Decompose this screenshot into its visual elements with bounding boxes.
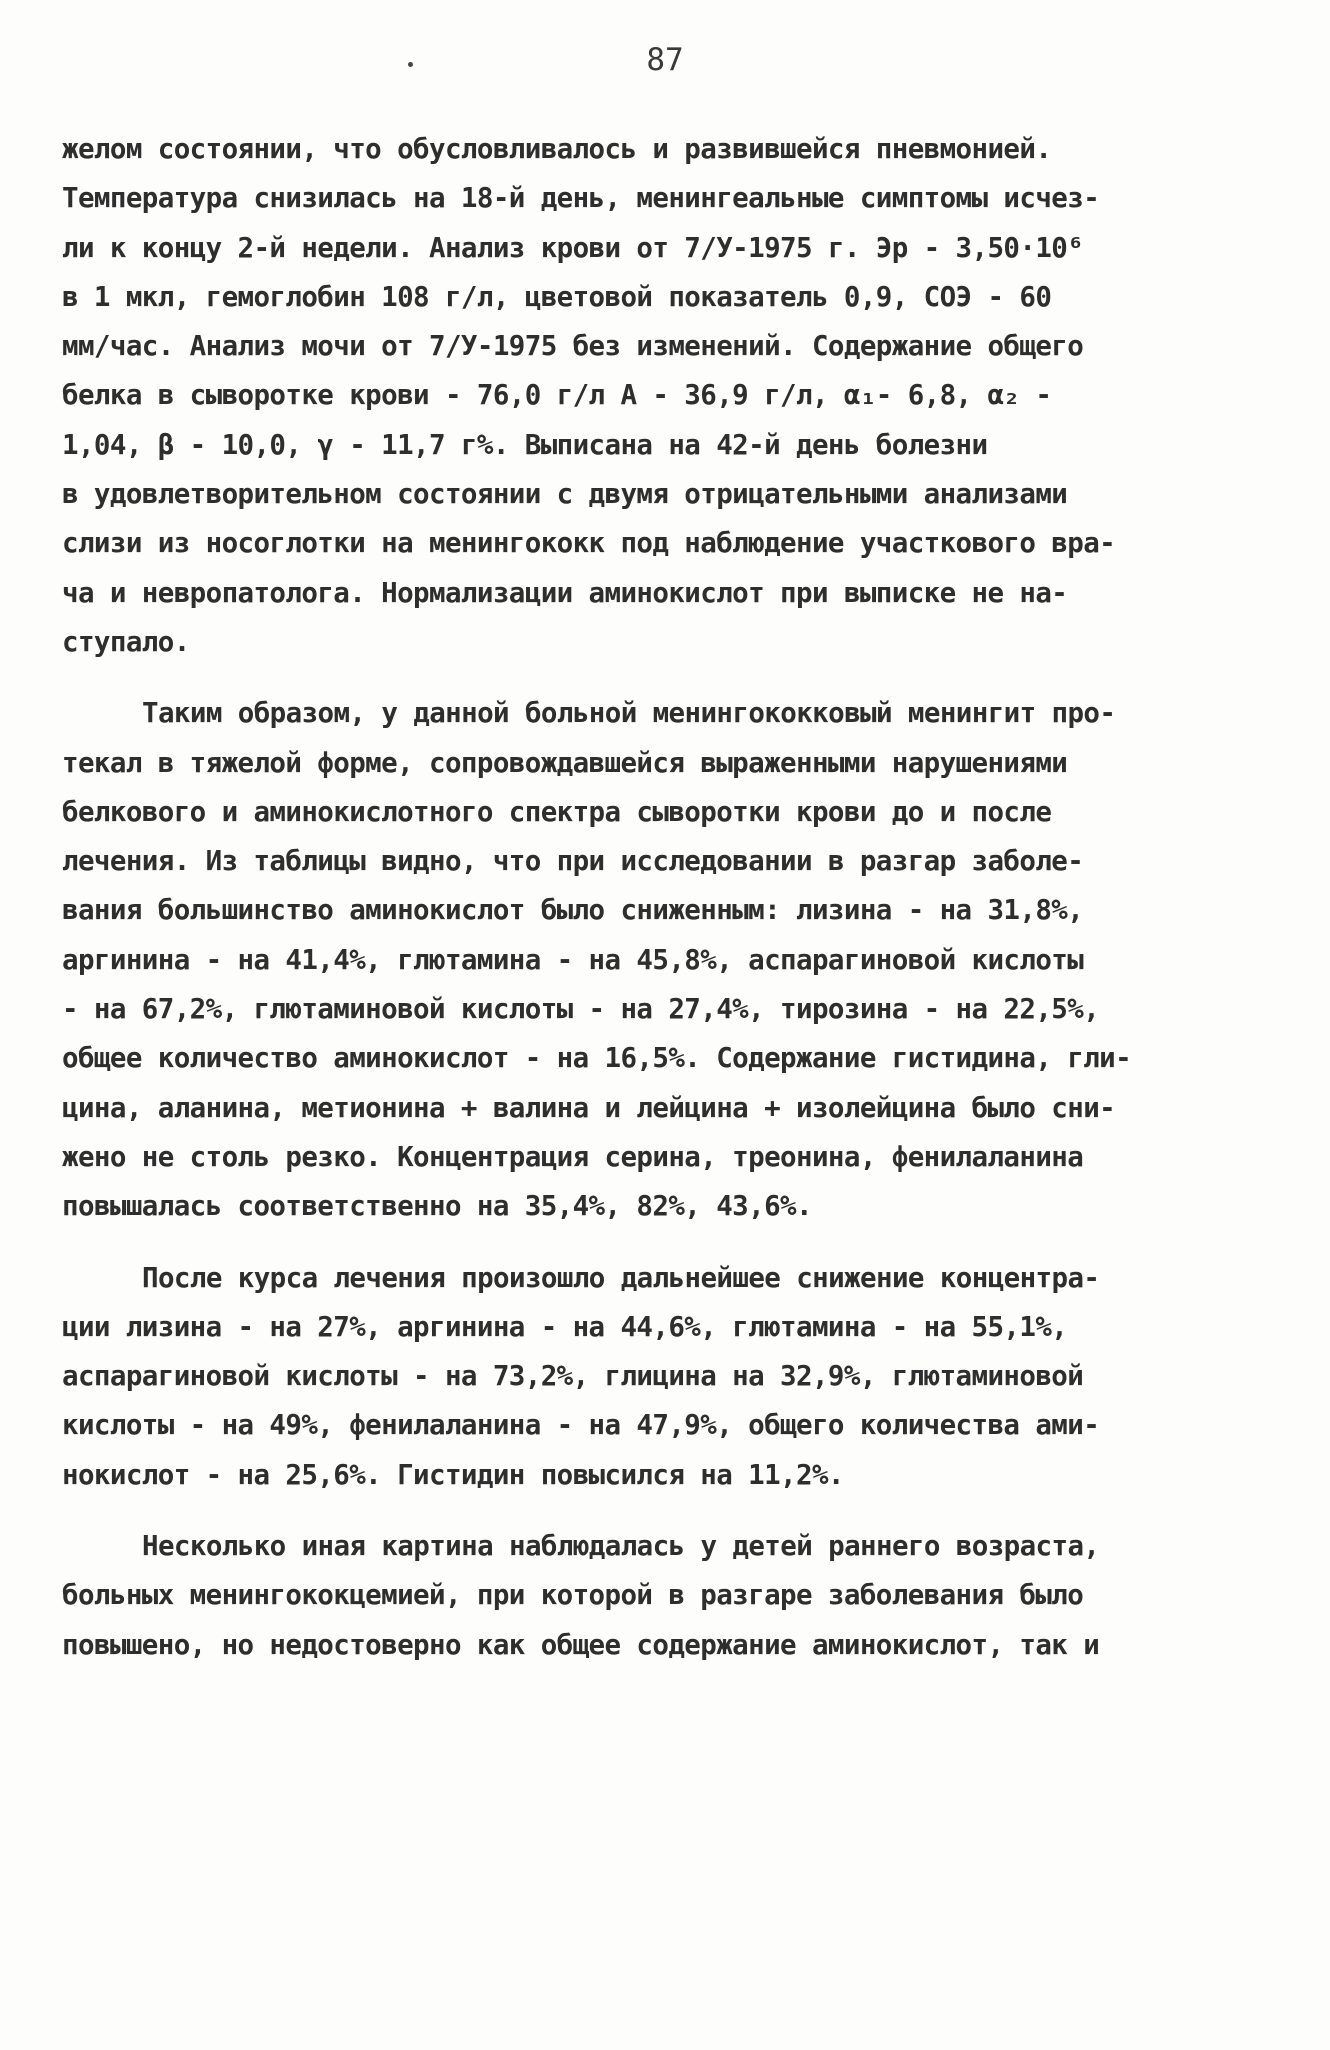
text-line: вания большинство аминокислот было сниженным: лизина - на 31,8%, — [62, 894, 1084, 927]
text-line: ли к концу 2-й недели. Анализ крови от 7/У-1975 г. Эр - 3,50·10⁶ — [62, 231, 1084, 264]
text-line: аргинина - на 41,4%, глютамина - на 45,8%, аспарагиновой кислоты — [62, 943, 1084, 976]
text-line: нокислот - на 25,6%. Гистидин повысился на 11,2%. — [62, 1458, 844, 1491]
text-line: белкового и аминокислотного спектра сыворотки крови до и после — [62, 795, 1052, 828]
text-line: Температура снизилась на 18-й день, менингеальные симптомы исчез- — [62, 182, 1100, 215]
paragraph-3 — [62, 1254, 1277, 1500]
text-line: повышено, но недостоверно как общее содержание аминокислот, так и — [62, 1628, 1100, 1661]
text-line: ции лизина - на 27%, аргинина - на 44,6%, глютамина - на 55,1%, — [62, 1310, 1068, 1343]
text-line: аспарагиновой кислоты - на 73,2%, глицина на 32,9%, глютаминовой — [62, 1360, 1084, 1393]
text-line: общее количество аминокислот - на 16,5%. Содержание гистидина, гли- — [62, 1042, 1132, 1075]
text-line: слизи из носоглотки на менингококк под наблюдение участкового вра- — [62, 527, 1116, 560]
text-line: кислоты - на 49%, фенилаланина - на 47,9%, общего количества ами- — [62, 1409, 1100, 1442]
paragraph-2 — [62, 689, 1277, 1231]
text-line: - на 67,2%, глютаминовой кислоты - на 27,4%, тирозина - на 22,5%, — [62, 993, 1100, 1026]
text-line: больных менингококцемией, при которой в разгаре заболевания было — [62, 1579, 1084, 1612]
body-text — [62, 125, 1277, 1670]
text-line: цина, аланина, метионина + валина и лейцина + изолейцина было сни- — [62, 1091, 1116, 1124]
text-line: в удовлетворительном состоянии с двумя отрицательными анализами — [62, 478, 1068, 511]
text-line: в 1 мкл, гемоглобин 108 г/л, цветовой показатель 0,9, СОЭ - 60 — [62, 280, 1052, 313]
text-line: жено не столь резко. Концентрация серина, треонина, фенилаланина — [62, 1140, 1084, 1173]
text-line: белка в сыворотке крови - 76,0 г/л А - 36,9 г/л, α₁- 6,8, α₂ - — [62, 379, 1052, 412]
page-number: 87 — [646, 42, 684, 78]
text-line: мм/час. Анализ мочи от 7/У-1975 без изменений. Содержание общего — [62, 330, 1084, 363]
text-line: повышалась соответственно на 35,4%, 82%, 43,6%. — [62, 1190, 812, 1223]
text-line: лечения. Из таблицы видно, что при исследовании в разгар заболе- — [62, 845, 1084, 878]
text-line: Таким образом, у данной больной менингококковый менингит про- — [142, 697, 1116, 730]
paragraph-1 — [62, 125, 1277, 667]
text-line: ча и невропатолога. Нормализации аминокислот при выписке не на- — [62, 576, 1068, 609]
paragraph-4 — [62, 1522, 1277, 1670]
text-line: Несколько иная картина наблюдалась у детей раннего возраста, — [142, 1530, 1100, 1563]
text-line: ступало. — [62, 625, 190, 658]
text-line: желом состоянии, что обусловливалось и развившейся пневмонией. — [62, 133, 1052, 165]
text-line: текал в тяжелой форме, сопровождавшейся выраженными нарушениями — [62, 746, 1068, 779]
text-line: 1,04, β - 10,0, γ - 11,7 г%. Выписана на 42-й день болезни — [62, 428, 988, 461]
text-line: После курса лечения произошло дальнейшее снижение концентра- — [142, 1261, 1100, 1294]
